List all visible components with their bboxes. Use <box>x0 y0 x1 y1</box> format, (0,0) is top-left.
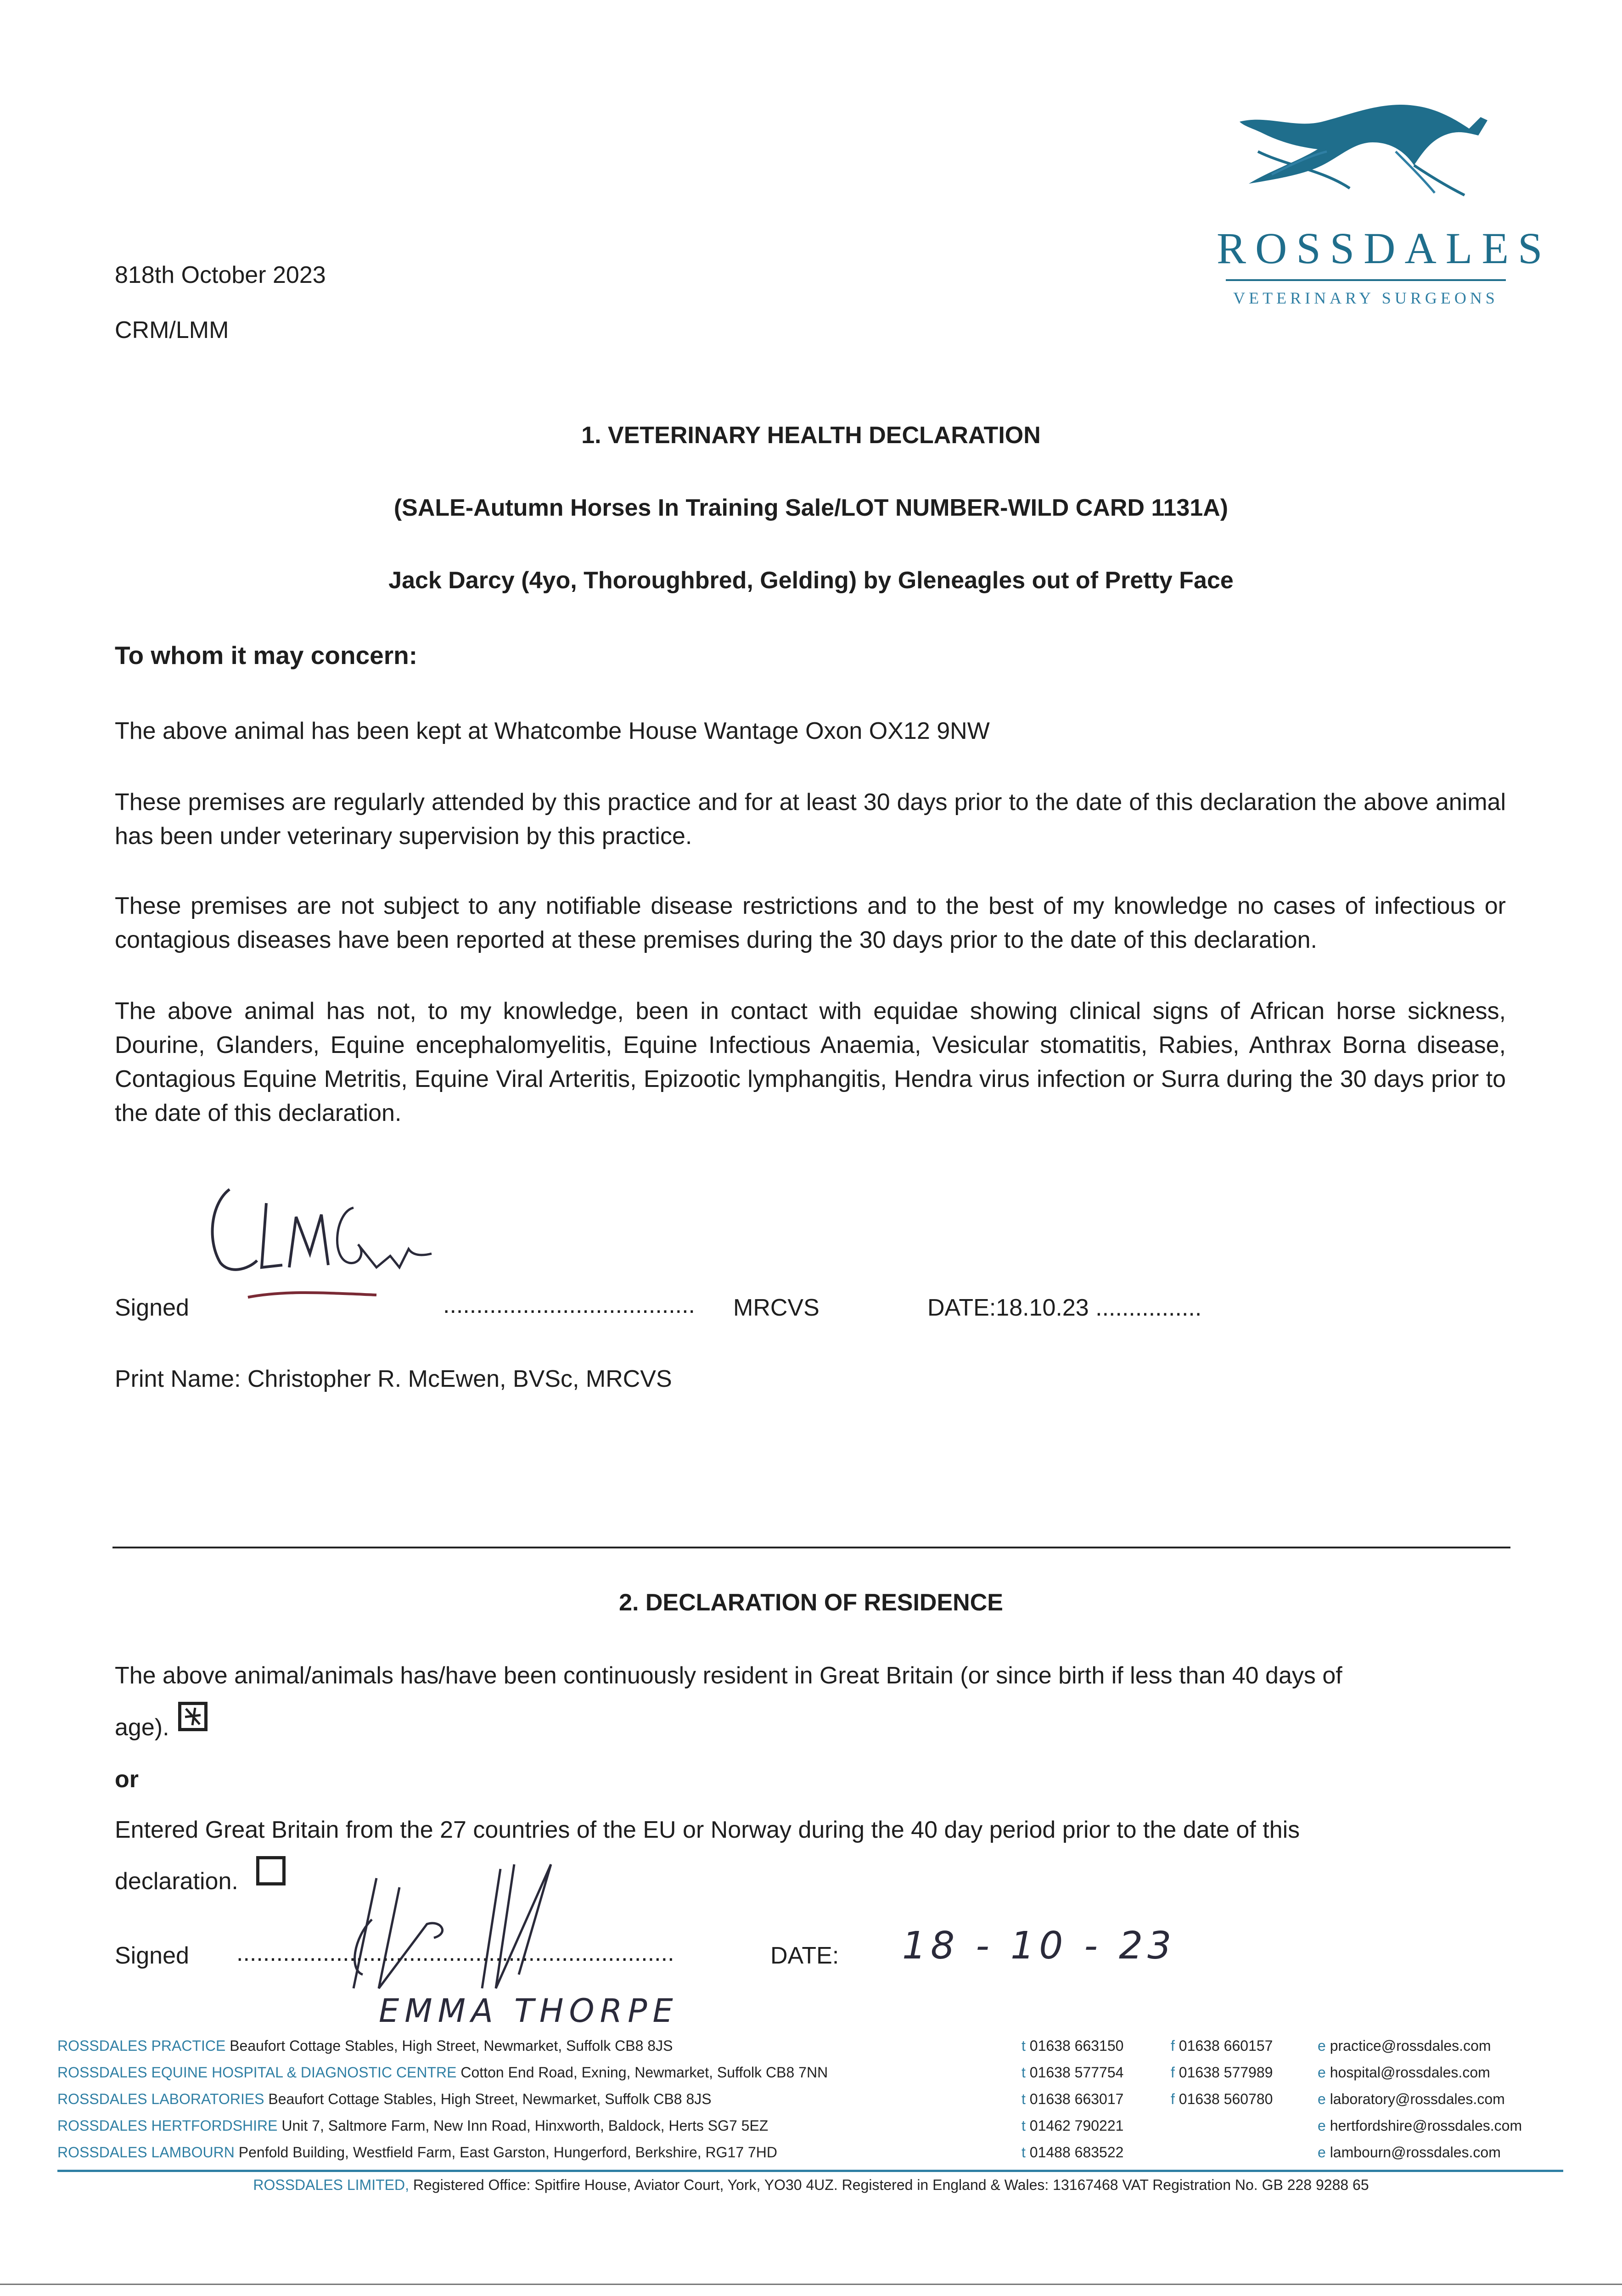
rossdales-logo <box>1217 96 1552 312</box>
office-phone: t 01638 577754 <box>1021 2064 1124 2081</box>
letter-reference: CRM/LMM <box>115 317 229 343</box>
checkmark-icon <box>181 1705 204 1728</box>
print-name: Print Name: Christopher R. McEwen, BVSc, MRCVS <box>115 1366 672 1392</box>
office-email[interactable]: e hospital@rossdales.com <box>1318 2064 1490 2081</box>
office-fax: f 01638 560780 <box>1171 2091 1273 2107</box>
galloping-horse-logo-icon <box>1230 96 1501 202</box>
footer-office-lambourn <box>57 2144 777 2161</box>
signed-label-2: Signed <box>115 1942 189 1969</box>
signature-thorpe <box>335 1851 634 2016</box>
office-phone: t 01638 663017 <box>1021 2091 1124 2107</box>
office-fax: f 01638 577989 <box>1171 2064 1273 2081</box>
office-email[interactable]: e laboratory@rossdales.com <box>1318 2091 1505 2107</box>
paragraph-disease-restrictions: These premises are not subject to any notifiable disease restrictions and to the best of my knowledge no cases of infectious or contagious diseases have been reported at these premises during the 30 days prior to the date of this declaration. <box>115 893 1506 953</box>
signature-dots-1: ...................................... <box>443 1292 695 1318</box>
company-registration <box>0 2177 1622 2194</box>
logo-rule <box>1226 279 1506 281</box>
section-divider <box>112 1547 1510 1548</box>
office-fax: f 01638 660157 <box>1171 2037 1273 2054</box>
footer-office-hospital <box>57 2064 828 2081</box>
company-name: ROSSDALES LIMITED, <box>253 2177 409 2193</box>
signature-mcewen <box>202 1176 441 1313</box>
letter-date: 818th October 2023 <box>115 262 326 288</box>
office-name: ROSSDALES HERTFORDSHIRE <box>57 2117 278 2134</box>
scan-edge-line <box>0 2284 1622 2285</box>
paragraph-contact-declaration: The above animal has not, to my knowledge, been in contact with equidae showing clinical signs of African horse sickness, Dourine, Glanders, Equine encephalomyelitis, Equine Infectious Anaemia, Vesicular stomatitis, Rabies, Anthrax Borna disease, Contagious Equine Metritis, Equine Viral Arteritis, Epizootic lymphangitis, Hendra virus infection or Surra during the 30 days prior to the date of this declaration. <box>115 998 1506 1126</box>
office-email[interactable]: e practice@rossdales.com <box>1318 2037 1491 2054</box>
handwritten-name: EMMA THORPE <box>379 1992 679 2030</box>
office-email[interactable]: e hertfordshire@rossdales.com <box>1318 2117 1522 2134</box>
footer-office-laboratories <box>57 2091 712 2108</box>
date-label-1: DATE:18.10.23 ................ <box>927 1294 1202 1321</box>
resident-text: The above animal/animals has/have been continuously resident in Great Britain (or since birth if less than 40 days of <box>115 1662 1342 1689</box>
date-label-2: DATE: <box>770 1942 839 1969</box>
salutation: To whom it may concern: <box>115 641 418 670</box>
office-name: ROSSDALES PRACTICE <box>57 2037 226 2054</box>
registration-text: Registered Office: Spitfire House, Aviator Court, York, YO30 4UZ. Registered in England & Wales: 13167468 VAT Registration No. GB 228 9288 65 <box>413 2177 1369 2193</box>
logo-subtitle: VETERINARY SURGEONS <box>1233 289 1499 307</box>
footer-office-hertfordshire <box>57 2117 768 2134</box>
section1-title: 1. VETERINARY HEALTH DECLARATION <box>581 422 1041 449</box>
office-address: Beaufort Cottage Stables, High Street, Newmarket, Suffolk CB8 8JS <box>268 2091 712 2107</box>
signature-dots-2: .................................................................. <box>236 1940 674 1966</box>
handwritten-date: 18 - 10 - 23 <box>902 1924 1176 1968</box>
resident-checkbox[interactable] <box>178 1702 208 1731</box>
or-label: or <box>115 1766 139 1793</box>
entered-checkbox[interactable] <box>256 1856 286 1885</box>
office-name: ROSSDALES LAMBOURN <box>57 2144 235 2161</box>
section2-title: 2. DECLARATION OF RESIDENCE <box>619 1589 1003 1616</box>
office-address: Unit 7, Saltmore Farm, New Inn Road, Hinxworth, Baldock, Herts SG7 5EZ <box>281 2117 769 2134</box>
paragraph-premises: The above animal has been kept at Whatcombe House Wantage Oxon OX12 9NW <box>115 718 990 744</box>
resident-text-end: age). <box>115 1714 169 1741</box>
sale-lot-line: (SALE-Autumn Horses In Training Sale/LOT NUMBER-WILD CARD 1131A) <box>393 495 1229 521</box>
office-name: ROSSDALES EQUINE HOSPITAL & DIAGNOSTIC CENTRE <box>57 2064 457 2081</box>
footer-divider <box>57 2170 1563 2172</box>
signed-label-1: Signed <box>115 1294 189 1321</box>
entered-text-end: declaration. <box>115 1868 238 1895</box>
office-phone: t 01462 790221 <box>1021 2117 1124 2134</box>
office-address: Cotton End Road, Exning, Newmarket, Suffolk CB8 7NN <box>460 2064 828 2081</box>
office-email[interactable]: e lambourn@rossdales.com <box>1318 2144 1501 2161</box>
logo-name: ROSSDALES <box>1217 224 1552 273</box>
office-address: Beaufort Cottage Stables, High Street, Newmarket, Suffolk CB8 8JS <box>230 2037 673 2054</box>
office-phone: t 01488 683522 <box>1021 2144 1124 2161</box>
mrcvs-label: MRCVS <box>733 1294 819 1321</box>
office-name: ROSSDALES LABORATORIES <box>57 2091 264 2107</box>
office-address: Penfold Building, Westfield Farm, East Garston, Hungerford, Berkshire, RG17 7HD <box>238 2144 778 2161</box>
horse-details-line: Jack Darcy (4yo, Thoroughbred, Gelding) by Gleneagles out of Pretty Face <box>388 567 1234 594</box>
entered-text: Entered Great Britain from the 27 countries of the EU or Norway during the 40 day period prior to the date of this <box>115 1817 1300 1843</box>
office-phone: t 01638 663150 <box>1021 2037 1124 2054</box>
paragraph-supervision: These premises are regularly attended by this practice and for at least 30 days prior to the date of this declaration the above animal has been under veterinary supervision by this practice. <box>115 789 1506 850</box>
footer-office-practice <box>57 2037 673 2054</box>
